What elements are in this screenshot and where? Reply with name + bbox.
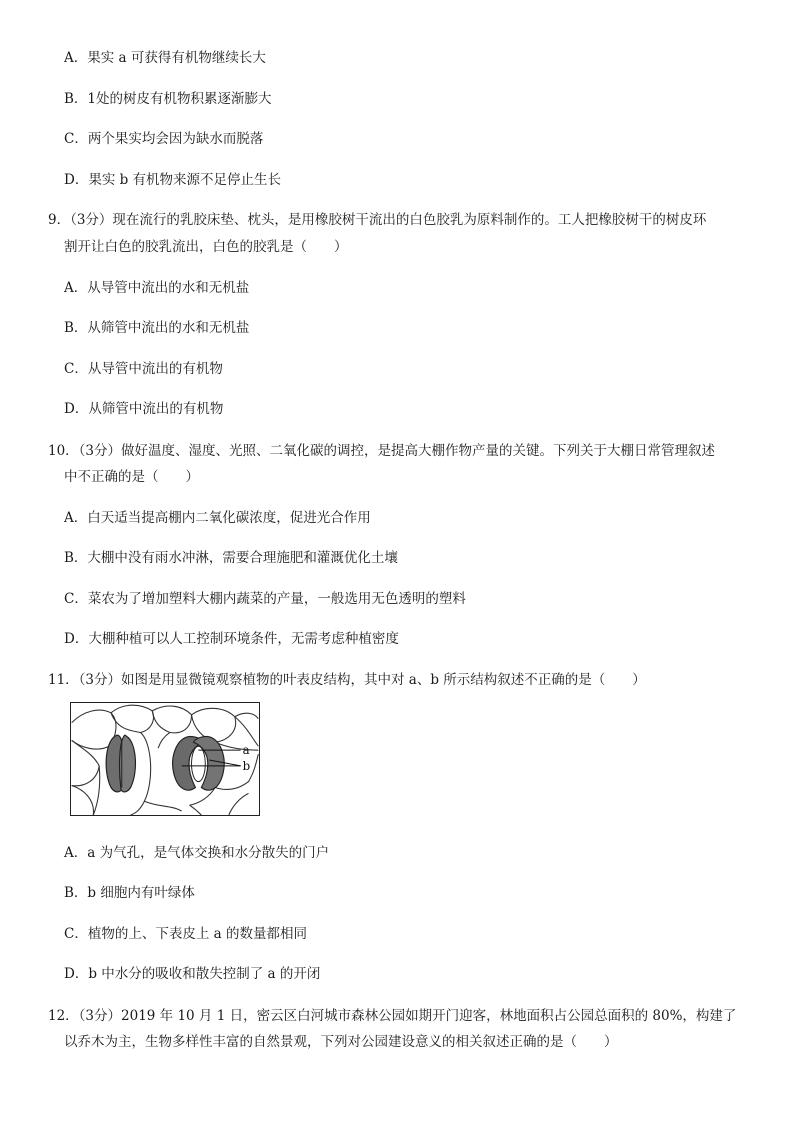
q8-option-b: B．1处的树皮有机物积累逐渐膨大 bbox=[64, 91, 272, 107]
q9-option-b: B．从筛管中流出的水和无机盐 bbox=[64, 320, 250, 336]
q9-stem-line1: 9．（3分）现在流行的乳胶床垫、枕头，是用橡胶树干流出的白色胶乳为原料制作的。工人把橡胶树干的树皮环 bbox=[48, 212, 707, 228]
leaf-epidermis-figure bbox=[70, 702, 260, 816]
q10-option-b: B．大棚中没有雨水冲淋，需要合理施肥和灌溉优化土壤 bbox=[64, 550, 398, 566]
q12-stem-line2: 以乔木为主，生物多样性丰富的自然景观，下列对公园建设意义的相关叙述正确的是（ ） bbox=[64, 1034, 618, 1050]
q11-option-b: B．b 细胞内有叶绿体 bbox=[64, 885, 195, 901]
q11-option-c: C．植物的上、下表皮上 a 的数量都相同 bbox=[64, 926, 307, 942]
q9-option-a: A．从导管中流出的水和无机盐 bbox=[64, 280, 250, 296]
q8-option-d: D．果实 b 有机物来源不足停止生长 bbox=[64, 172, 282, 188]
stoma-open bbox=[173, 736, 225, 790]
q10-option-a: A．白天适当提高棚内二氧化碳浓度，促进光合作用 bbox=[64, 510, 371, 526]
stoma-closed bbox=[106, 735, 135, 792]
q11-option-a: A．a 为气孔，是气体交换和水分散失的门户 bbox=[64, 845, 330, 861]
q8-option-c: C．两个果实均会因为缺水而脱落 bbox=[64, 131, 264, 147]
figure-label-b: b bbox=[242, 758, 251, 773]
q11-stem: 11．（3分）如图是用显微镜观察植物的叶表皮结构，其中对 a、b 所示结构叙述不正确的是（ ） bbox=[48, 672, 646, 688]
figure-label-a: a bbox=[242, 743, 250, 758]
q9-option-d: D．从筛管中流出的有机物 bbox=[64, 401, 224, 417]
q10-stem-line1: 10．（3分）做好温度、湿度、光照、二氧化碳的调控，是提高大棚作物产量的关键。下列关于大棚日常管理叙述 bbox=[48, 443, 716, 459]
q10-option-d: D．大棚种植可以人工控制环境条件，无需考虑种植密度 bbox=[64, 631, 399, 647]
epidermal-cells bbox=[72, 705, 259, 815]
q10-stem-line2: 中不正确的是（ ） bbox=[64, 469, 199, 485]
q10-option-c: C．菜农为了增加塑料大棚内蔬菜的产量，一般选用无色透明的塑料 bbox=[64, 591, 466, 607]
q9-stem-line2: 割开让白色的胶乳流出，白色的胶乳是（ ） bbox=[64, 239, 348, 255]
q11-option-d: D．b 中水分的吸收和散失控制了 a 的开闭 bbox=[64, 966, 321, 982]
leaf-epidermis-illustration bbox=[71, 703, 259, 815]
q8-option-a: A．果实 a 可获得有机物继续长大 bbox=[64, 50, 266, 66]
q9-option-c: C．从导管中流出的有机物 bbox=[64, 361, 223, 377]
q12-stem-line1: 12．（3分）2019 年 10 月 1 日，密云区白河城市森林公园如期开门迎客，林地面积占公园总面积的 80%，构建了 bbox=[48, 1008, 737, 1024]
